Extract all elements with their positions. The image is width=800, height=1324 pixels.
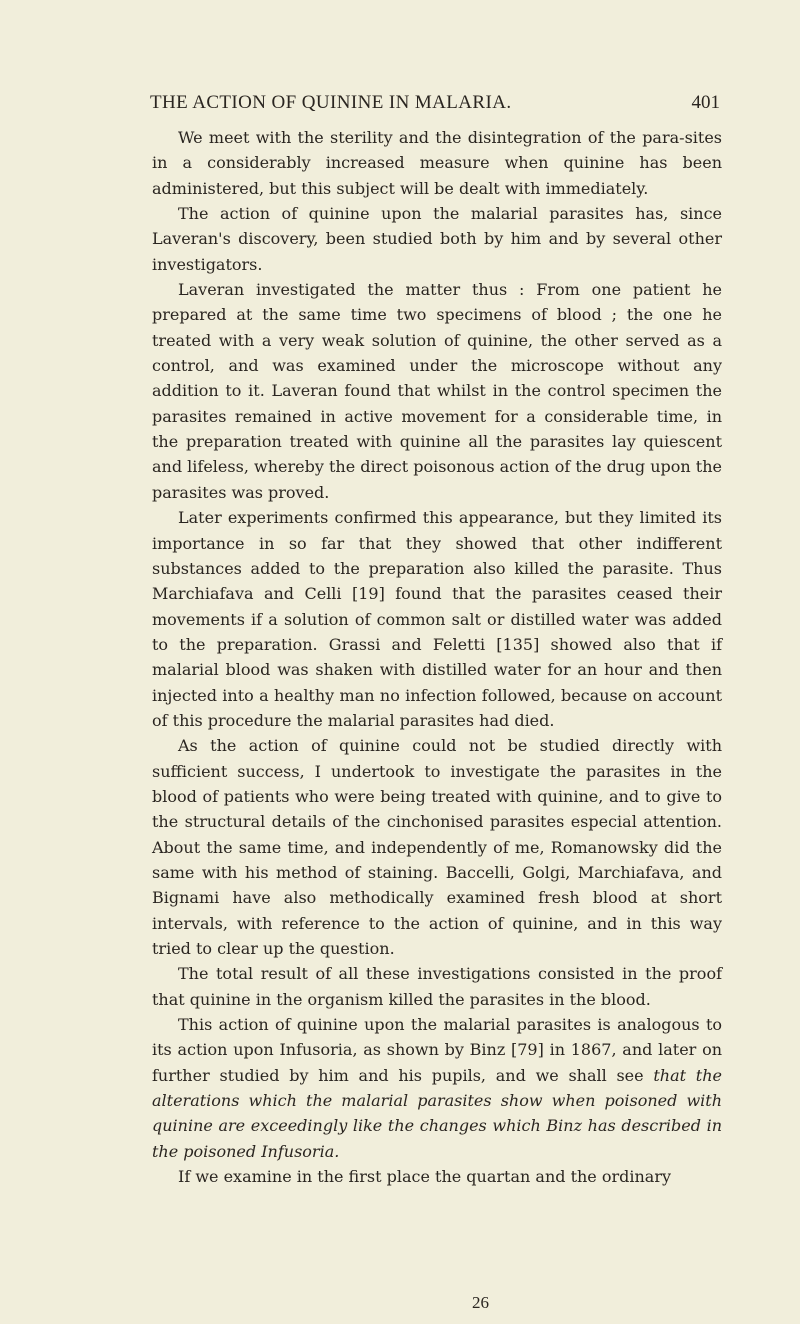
running-head: THE ACTION OF QUININE IN MALARIA. [150, 92, 512, 113]
paragraph-infusoria [152, 1012, 722, 1164]
infusoria-italic-text: that the alterations which the malarial parasites show when poisoned with quinine are exceedingly like the changes which Binz has described in the poisoned Infusoria. [152, 1065, 722, 1161]
infusoria-roman-text: This action of quinine upon the malarial parasites is analogous to its action upon Infusoria, as shown by Binz [79] in 1867, and later on further studied by him and his pupils, and we shall see [152, 1015, 722, 1085]
signature-mark: 26 [472, 1293, 489, 1312]
paragraph-cinchonised-parasites: As the action of quinine could not be studied directly with sufficient success, I undertook to investigate the parasites in the blood of patients who were being treated with quinine, and to give to the structural details of the cinchonised parasites especial attention. About the same time, and independently of me, Romanowsky did the same with his method of staining. Baccelli, Golgi, Marchiafava, and Bignami have also methodically examined fresh blood at short intervals, with reference to the action of quinine, and in this way tried to clear up the question. [152, 736, 722, 958]
paragraph-total-result: The total result of all these investigations consisted in the proof that quinine in the organism killed the parasites in the blood. [152, 964, 722, 1009]
page-number: 401 [691, 92, 720, 113]
paragraph-later-experiments: Later experiments confirmed this appearance, but they limited its importance in so far that they showed that other indifferent substances added to the preparation also killed the parasite. Thus Marchiafava and Celli [19] found that the parasites ceased their movements if a solution of common salt or distilled water was added to the preparation. Grassi and Feletti [135] showed also that if malarial blood was shaken with distilled water for an hour and then injected into a healthy man no infection followed, because on account of this procedure the malarial parasites had died. [152, 508, 722, 730]
paragraph-sterility: We meet with the sterility and the disintegration of the para-sites in a considerably increased measure when quinine has been administered, but this subject will be dealt with immediately. [152, 128, 722, 198]
body-text [152, 125, 722, 1189]
page-header [140, 92, 720, 116]
paragraph-quartan: If we examine in the first place the quartan and the ordinary [178, 1167, 672, 1187]
paragraph-laveran-experiment: Laveran investigated the matter thus : From one patient he prepared at the same time two specimens of blood ; the one he treated with a very weak solution of quinine, the other served as a control, and was examined under the microscope without any addition to it. Laveran found that whilst in the control specimen the parasites remained in active movement for a considerable time, in the preparation treated with quinine all the parasites lay quiescent and lifeless, whereby the direct poisonous action of the drug upon the parasites was proved. [152, 280, 722, 502]
paragraph-laveran-discovery: The action of quinine upon the malarial parasites has, since Laveran's discovery, been studied both by him and by several other investigators. [152, 204, 722, 274]
